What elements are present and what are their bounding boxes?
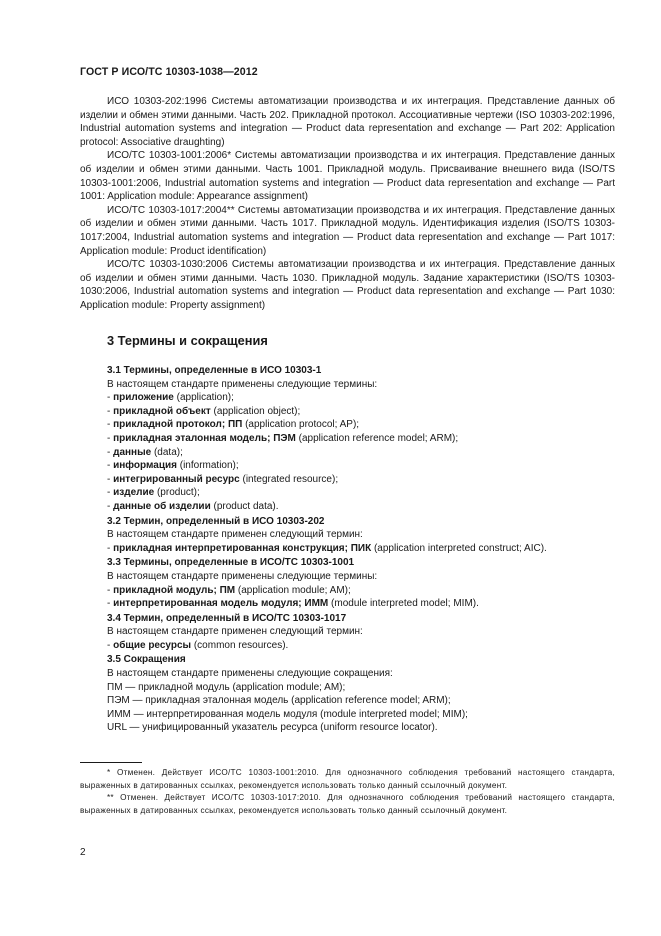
subsection-intro: В настоящем стандарте применен следующий термин: <box>107 529 363 541</box>
term: общие ресурсы <box>113 639 192 651</box>
subsection-heading: 3.3 Термины, определенные в ИСО/ТС 10303-1001 <box>107 557 355 569</box>
subsection-intro: В настоящем стандарте применен следующий термин: <box>107 626 363 638</box>
term-definition: (integrated resource); <box>239 473 339 485</box>
subsection-heading: 3.1 Термины, определенные в ИСО 10303-1 <box>107 365 322 376</box>
term: прикладная интерпретированная конструкция; ПИК <box>113 542 372 554</box>
term-item: - прикладной протокол; ПП (application protocol; AP); <box>107 419 360 431</box>
term-item: - данные об изделии (product data). <box>107 500 279 512</box>
term: прикладная эталонная модель; ПЭМ <box>113 432 296 444</box>
footnote: * Отменен. Действует ИСО/ТС 10303-1001:2010. Для однозначного соблюдения требований настоящего стандарта, выраженных в датированных ссылках, рекомендуется использовать только данный ссылочный документ. <box>80 768 615 790</box>
term: прикладной модуль; ПМ <box>113 584 236 596</box>
term-definition: (application object); <box>210 405 301 417</box>
term-item: - прикладная эталонная модель; ПЭМ (application reference model; ARM); <box>107 432 459 444</box>
term-definition: (module interpreted model; MIM). <box>328 598 479 610</box>
reference-entry: ИСО 10303-202:1996 Системы автоматизации производства и их интеграция. Представление данных об изделии и обмен этими данными. Часть 202. Прикладной протокол. Ассоциативные чертежи (ISO 10303-202:1996, Industrial automation systems and integration — Product data representation and exchange — Part 202: Application protocol: Associative draughting) <box>80 96 615 148</box>
abbreviation-item: ПМ — прикладной модуль (application module; AM); <box>107 681 346 693</box>
term-definition: (data); <box>151 446 183 458</box>
terms-sections <box>107 364 617 736</box>
subsection-3-5 <box>107 653 617 735</box>
term-item: - приложение (application); <box>107 392 234 404</box>
term: интерпретированная модель модуля; ИММ <box>113 598 329 610</box>
subsection-heading: 3.4 Термин, определенный в ИСО/ТС 10303-1017 <box>107 612 347 624</box>
subsection-3-1 <box>107 364 617 514</box>
term-item: - интерпретированная модель модуля; ИММ (module interpreted model; MIM). <box>107 598 479 610</box>
term: интегрированный ресурс <box>113 473 240 485</box>
term-item: - информация (information); <box>107 460 239 472</box>
subsection-3-3 <box>107 556 617 610</box>
term-definition: (information); <box>176 460 239 472</box>
term-definition: (application module; AM); <box>235 584 351 596</box>
subsection-intro: В настоящем стандарте применены следующие термины: <box>107 378 378 390</box>
term-item: - прикладная интерпретированная конструкция; ПИК (application interpreted construct; AIC). <box>107 542 547 554</box>
reference-entry: ИСО/ТС 10303-1030:2006 Системы автоматизации производства и их интеграция. Представление данных об изделии и обмен этими данными. Часть 1030. Прикладной модуль. Задание характеристики (ISO/TS 10303-1030:2006, Industrial automation systems and integration — Product data representation and exchange — Part 1030: Application module: Property assignment) <box>80 259 615 311</box>
subsection-heading: 3.2 Термин, определенный в ИСО 10303-202 <box>107 515 325 527</box>
term-item: - прикладной модуль; ПМ (application module; AM); <box>107 584 351 596</box>
term: прикладной объект <box>113 405 211 417</box>
term-item: - прикладной объект (application object); <box>107 405 301 417</box>
term: данные об изделии <box>113 500 211 512</box>
term-definition: (application interpreted construct; AIC). <box>371 542 547 554</box>
term-definition: (product data). <box>210 500 279 512</box>
footnote-divider <box>80 762 142 763</box>
term-definition: (application protocol; AP); <box>242 419 360 431</box>
abbreviation-item: URL — унифицированный указатель ресурса (uniform resource locator). <box>107 722 438 734</box>
footnote: ** Отменен. Действует ИСО/ТС 10303-1017:2010. Для однозначного соблюдения требований настоящего стандарта, выраженных в датированных ссылках, рекомендуется использовать только данный ссылочный документ. <box>80 793 615 815</box>
reference-entry: ИСО/ТС 10303-1001:2006* Системы автоматизации производства и их интеграция. Представление данных об изделии и обмен этими данными. Часть 1001. Прикладной модуль. Присваивание внешнего вида (ISO/TS 10303-1001:2006, Industrial automation systems and integration — Product data representation and exchange — Part 1001: Application module: Appearance assignment) <box>80 150 615 203</box>
subsection-3-4 <box>107 612 617 653</box>
term-definition: (application); <box>173 392 234 404</box>
term: данные <box>113 446 152 458</box>
term: прикладной протокол; ПП <box>113 419 243 431</box>
term: информация <box>113 460 177 472</box>
abbreviation-item: ПЭМ — прикладная эталонная модель (application reference model; ARM); <box>107 695 451 707</box>
term-item: - изделие (product); <box>107 487 200 499</box>
term-item: - данные (data); <box>107 446 183 458</box>
normative-references <box>80 95 615 313</box>
term-item: - общие ресурсы (common resources). <box>107 639 289 651</box>
subsection-intro: В настоящем стандарте применены следующие сокращения: <box>107 668 393 680</box>
subsection-heading: 3.5 Сокращения <box>107 654 186 666</box>
term: приложение <box>113 392 174 404</box>
subsection-3-2 <box>107 515 617 556</box>
term-item: - интегрированный ресурс (integrated resource); <box>107 473 339 485</box>
document-header: ГОСТ Р ИСО/ТС 10303-1038—2012 <box>80 66 258 78</box>
term-definition: (application reference model; ARM); <box>295 432 459 444</box>
term-definition: (product); <box>154 487 200 499</box>
term-definition: (common resources). <box>191 639 289 651</box>
page-number: 2 <box>80 847 86 858</box>
subsection-intro: В настоящем стандарте применены следующие термины: <box>107 570 378 582</box>
footnotes <box>80 767 615 817</box>
abbreviation-item: ИММ — интерпретированная модель модуля (module interpreted model; MIM); <box>107 708 468 720</box>
term: изделие <box>113 487 155 499</box>
section-title: 3 Термины и сокращения <box>107 333 268 348</box>
reference-entry: ИСО/ТС 10303-1017:2004** Системы автоматизации производства и их интеграция. Представление данных об изделии и обмен этими данными. Часть 1017. Прикладной модуль. Идентификация изделия (ISO/TS 10303-1017:2004, Industrial automation systems and integration — Product data representation and exchange — Part 1017: Application module: Product identification) <box>80 204 615 257</box>
